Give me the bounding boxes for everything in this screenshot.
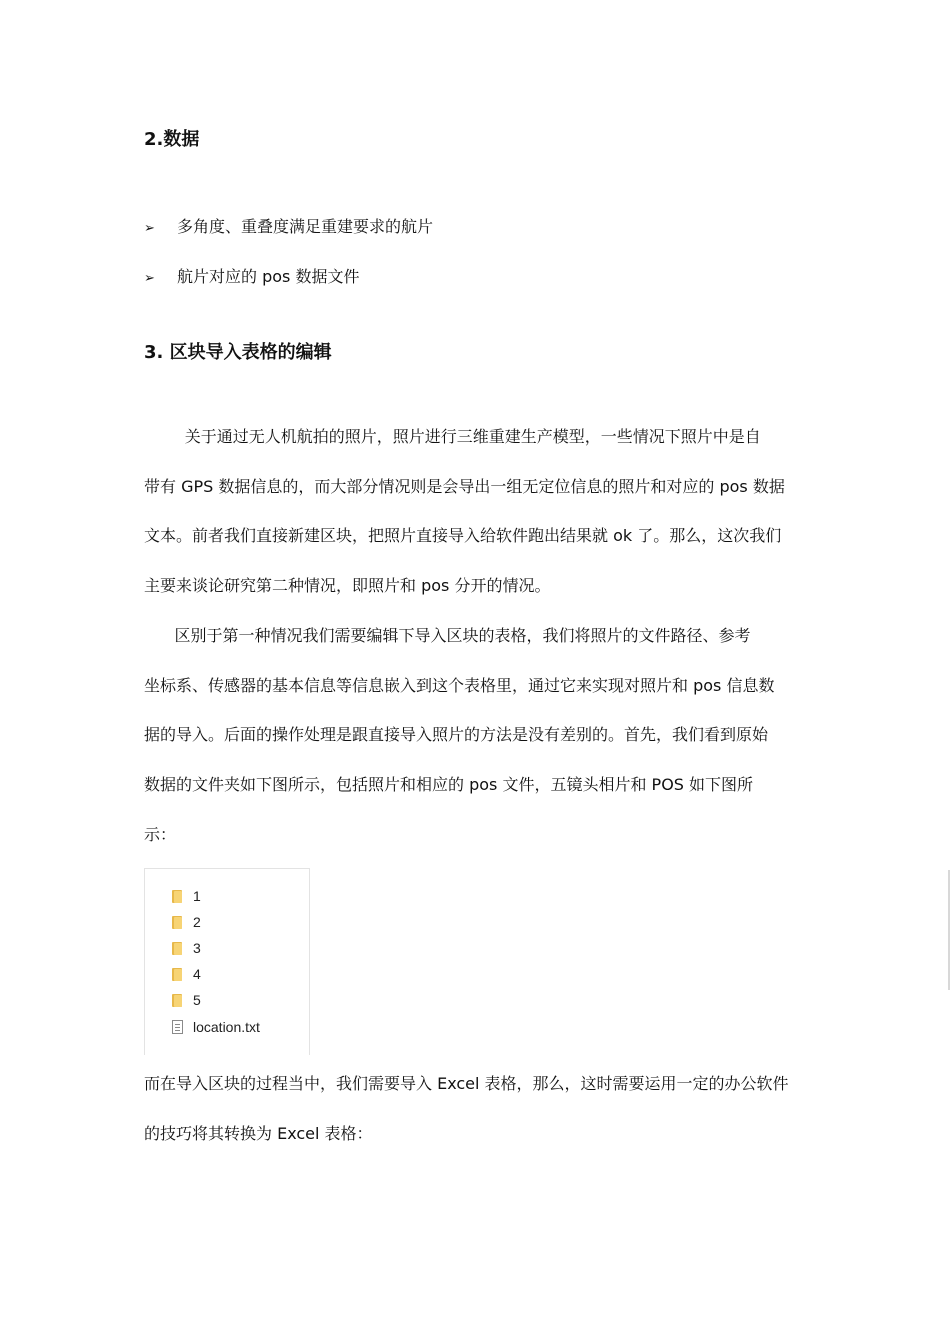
folder-name: 3 [193,940,201,956]
folder-item[interactable] [172,912,201,932]
list-item [144,265,359,289]
section-2-heading: 2.数据 [144,129,200,150]
folder-icon [172,916,182,929]
folder-icon [172,942,182,955]
folder-icon [172,994,182,1007]
file-name: location.txt [193,1019,260,1035]
list-item-text: 多角度、重叠度满足重建要求的航片 [177,217,434,236]
file-item[interactable] [172,1017,260,1037]
text-line: 带有 GPS 数据信息的，而大部分情况则是会导出一组无定位信息的照片和对应的 pos 数据 [144,476,785,496]
text-line: 示： [144,824,177,844]
list-item [144,215,433,239]
folder-item[interactable] [172,990,201,1010]
paragraph-method [144,611,808,859]
text-line: 的技巧将其转换为 Excel 表格： [144,1123,373,1143]
text-line: 主要来谈论研究第二种情况，即照片和 pos 分开的情况。 [144,576,551,596]
folder-name: 4 [193,966,201,982]
section-3-heading: 3. 区块导入表格的编辑 [144,342,332,363]
text-line: 数据的文件夹如下图所示，包括照片和相应的 pos 文件，五镜头相片和 POS 如下图所 [144,775,754,795]
text-line: 坐标系、传感器的基本信息等信息嵌入到这个表格里，通过它来实现对照片和 pos 信息数 [144,675,775,695]
folder-name: 2 [193,914,201,930]
folder-item[interactable] [172,964,201,984]
arrow-bullet-icon: ➢ [144,221,155,236]
text-line: 区别于第一种情况我们需要编辑下导入区块的表格，我们将照片的文件路径、参考 [144,626,751,645]
text-line: 文本。前者我们直接新建区块，把照片直接导入给软件跑出结果就 ok 了。那么，这次我们 [144,526,782,546]
folder-name: 1 [193,888,201,904]
text-line: 关于通过无人机航拍的照片，照片进行三维重建生产模型，一些情况下照片中是自 [144,427,761,446]
folder-name: 5 [193,992,201,1008]
folder-item[interactable] [172,938,201,958]
text-file-icon [172,1020,183,1034]
folder-icon [172,890,182,903]
text-line: 而在导入区块的过程当中，我们需要导入 Excel 表格，那么，这时需要运用一定的办公软件 [144,1074,789,1093]
arrow-bullet-icon: ➢ [144,271,155,286]
file-explorer-screenshot [144,868,310,1055]
paragraph-intro [144,412,808,611]
paragraph-excel [144,1059,808,1158]
folder-item[interactable] [172,886,201,906]
folder-icon [172,968,182,981]
list-item-text: 航片对应的 pos 数据文件 [177,267,360,286]
text-line: 据的导入。后面的操作处理是跟直接导入照片的方法是没有差别的。首先，我们看到原始 [144,725,769,745]
